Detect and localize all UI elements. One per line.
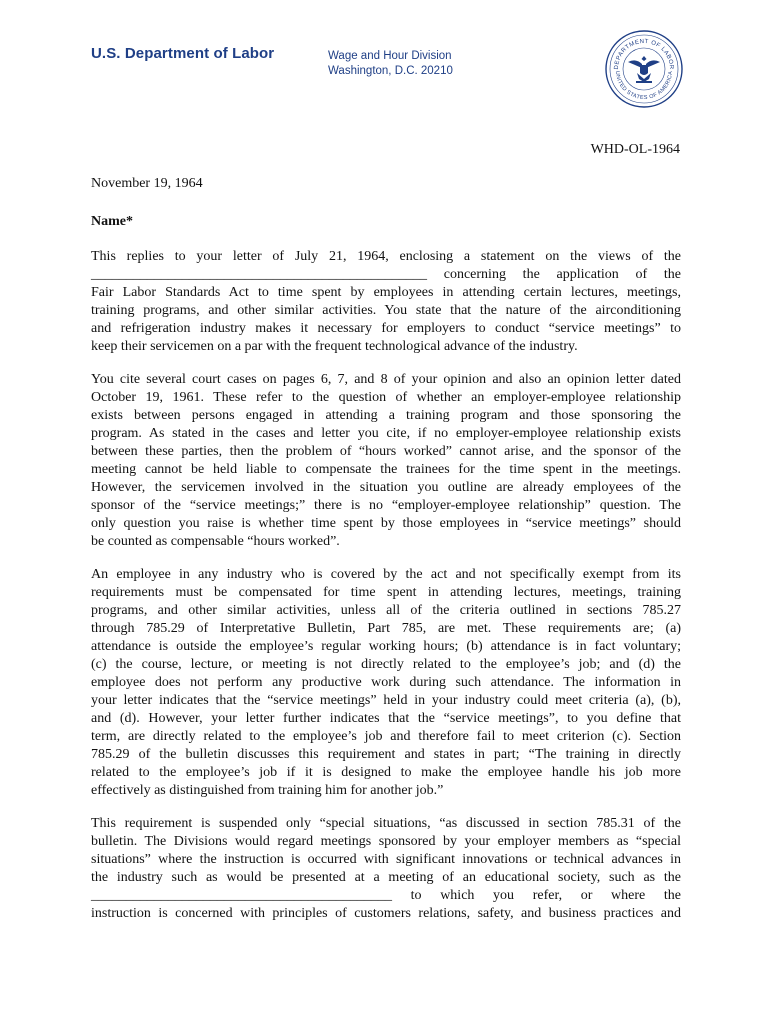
text-line: and refrigeration industry makes it necessary for employers to conduct “service meetings” to xyxy=(91,321,681,336)
svg-text:UNITED STATES OF AMERICA xyxy=(614,71,674,101)
text-line: (c) the course, lecture, or meeting is not directly related to the employee’s job; and (d) the xyxy=(91,657,681,672)
text-line: employee does not perform any productive work during such attendance. The information in xyxy=(91,675,681,690)
text-line: term, are directly related to the employee’s job and therefore fail to meet criterion (c). Section xyxy=(91,729,681,744)
text-line: instruction is concerned with principles of customers relations, safety, and business practices and xyxy=(91,906,681,921)
text-line: ___________________________________________ to which you refer, or where the xyxy=(91,888,681,903)
text-line: related to the employee’s job if it is designed to make the employee handle his job more xyxy=(91,765,681,780)
text-line: situations” where the instruction is occurred with significant innovations or technical advances in xyxy=(91,852,681,867)
text-line: Fair Labor Standards Act to time spent by employees in attending certain lectures, meetings, xyxy=(91,285,681,300)
text-line: meeting cannot be held liable to compensate the trainees for the time spent in the meetings. xyxy=(91,462,681,477)
text-line: between these parties, then the problem of “hours worked” cannot arise, and the sponsor of the xyxy=(91,444,681,459)
text-line: October 19, 1961. These refer to the question of whether an employer-employee relationship xyxy=(91,390,681,405)
text-line: the industry such as would be presented at a meeting of an educational society, such as the xyxy=(91,870,681,885)
text-line: This requirement is suspended only “special situations, “as discussed in section 785.31 of the xyxy=(91,816,681,831)
letter-reference-number: WHD-OL-1964 xyxy=(590,142,680,157)
text-line: You cite several court cases on pages 6, 7, and 8 of your opinion and also an opinion letter dated xyxy=(91,372,681,387)
text-line: bulletin. The Divisions would regard meetings sponsored by your employer members as “special xyxy=(91,834,681,849)
text-line: 785.29 of the bulletin discusses this requirement and states in part; “The training in directly xyxy=(91,747,681,762)
department-name: U.S. Department of Labor xyxy=(91,45,275,62)
division-address-block xyxy=(328,49,453,79)
text-line: ________________________________________________ concerning the application of the xyxy=(91,267,681,282)
text-line: sponsor of the “service meetings;” there is no “employer-employee relationship” question. The xyxy=(91,498,681,513)
text-line: This replies to your letter of July 21, 1964, enclosing a statement on the views of the xyxy=(91,249,681,264)
seal-top-text: DEPARTMENT OF LABOR xyxy=(613,38,675,70)
text-line: effectively as distinguished from training him for another job.” xyxy=(91,783,444,798)
text-line: exists between persons engaged in attending a training program and those sponsoring the xyxy=(91,408,681,423)
text-line: An employee in any industry who is covered by the act and not specifically exempt from its xyxy=(91,567,681,582)
division-address: Washington, D.C. 20210 xyxy=(328,65,453,77)
paragraph-1 xyxy=(91,248,681,356)
paragraph-4 xyxy=(91,815,681,923)
seal-bottom-text: UNITED STATES OF AMERICA xyxy=(613,70,675,102)
department-seal-icon xyxy=(604,29,684,109)
division-name: Wage and Hour Division xyxy=(328,50,452,62)
letter-body xyxy=(91,248,681,938)
text-line: programs, and other similar activities, unless all of the criteria outlined in sections 785.27 xyxy=(91,603,681,618)
text-line: your letter indicates that the “service meetings” held in your industry could meet criteria (a), (b), xyxy=(91,693,681,708)
text-line: and (d). However, your letter further indicates that the “service meetings”, to you define that xyxy=(91,711,681,726)
text-line: However, the servicemen involved in the situation you outline are already employees of the xyxy=(91,480,681,495)
text-line: program. As stated in the cases and letter you cite, if no employer-employee relationship exists xyxy=(91,426,681,441)
letter-date: November 19, 1964 xyxy=(91,176,203,191)
text-line: keep their servicemen on a par with the frequent technological advance of the industry. xyxy=(91,339,578,354)
text-line: only question you raise is whether time spent by those employees in “service meetings” should xyxy=(91,516,681,531)
paragraph-3 xyxy=(91,566,681,800)
text-line: attendance is outside the employee’s regular working hours; (b) attendance is in fact voluntary; xyxy=(91,639,681,654)
text-line: be counted as compensable “hours worked”. xyxy=(91,534,340,549)
paragraph-2 xyxy=(91,371,681,551)
text-line: training programs, and other similar activities. You state that the nature of the airconditioning xyxy=(91,303,681,318)
text-line: requirements must be compensated for time spent in attending lectures, meetings, training xyxy=(91,585,681,600)
text-line: through 785.29 of Interpretative Bulletin, Part 785, are met. These requirements are; (a) xyxy=(91,621,681,636)
addressee-name: Name* xyxy=(91,214,133,229)
